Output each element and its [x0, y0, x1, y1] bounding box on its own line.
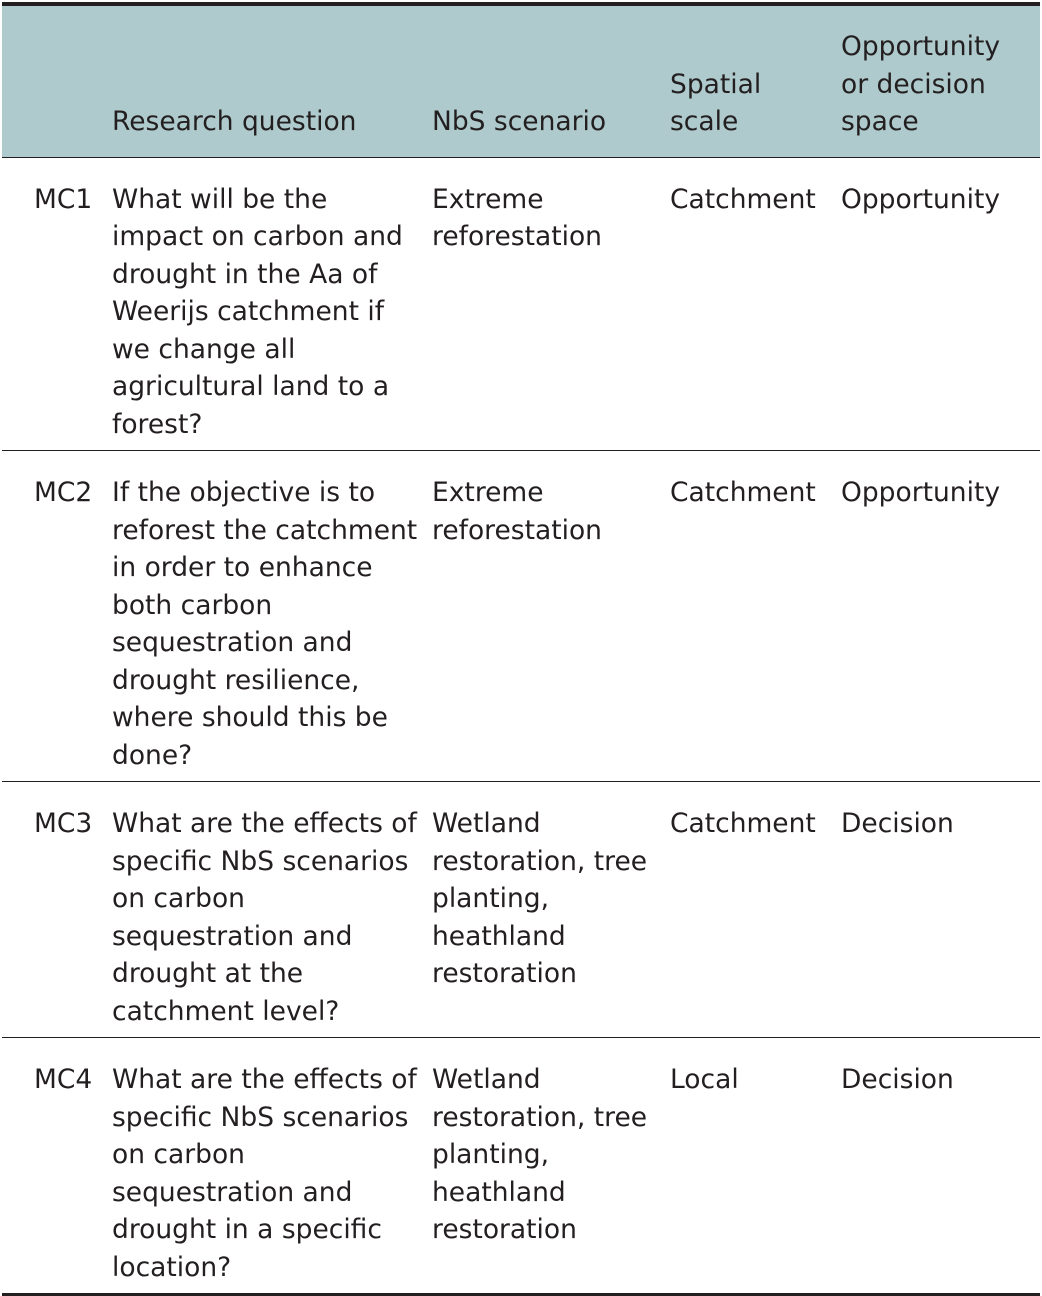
nbs-scenario-cell: Extreme reforestation — [432, 451, 670, 782]
nbs-scenario-cell: Wetland restoration, tree planting, heathland restoration — [432, 1038, 670, 1295]
research-question-cell: What are the effects of specific NbS scenarios on carbon sequestration and drought in a specific location? — [112, 1038, 432, 1295]
research-question-cell: What will be the impact on carbon and drought in the Aa of Weerijs catchment if we change all agricultural land to a forest? — [112, 157, 432, 451]
row-id: MC4 — [2, 1038, 112, 1295]
table-row — [2, 157, 1040, 451]
opportunity-cell: Opportunity — [841, 451, 1040, 782]
header-nbs-scenario: NbS scenario — [432, 4, 670, 157]
research-question-cell: What are the effects of specific NbS scenarios on carbon sequestration and drought at the catchment level? — [112, 782, 432, 1038]
table-row — [2, 451, 1040, 782]
nbs-scenario-cell: Extreme reforestation — [432, 157, 670, 451]
table-header — [2, 4, 1040, 157]
spatial-scale-cell: Local — [670, 1038, 841, 1295]
opportunity-cell: Opportunity — [841, 157, 1040, 451]
header-opportunity: Opportunity or decision space — [841, 4, 1040, 157]
spatial-scale-cell: Catchment — [670, 782, 841, 1038]
table-row — [2, 782, 1040, 1038]
spatial-scale-cell: Catchment — [670, 451, 841, 782]
row-id: MC2 — [2, 451, 112, 782]
header-spatial-scale: Spatial scale — [670, 4, 841, 157]
table-container — [2, 2, 1040, 1296]
spatial-scale-cell: Catchment — [670, 157, 841, 451]
research-question-cell: If the objective is to reforest the catchment in order to enhance both carbon sequestration and drought resilience, where should this be done? — [112, 451, 432, 782]
row-id: MC3 — [2, 782, 112, 1038]
header-row — [2, 4, 1040, 157]
row-id: MC1 — [2, 157, 112, 451]
table-body — [2, 157, 1040, 1295]
table-row — [2, 1038, 1040, 1295]
header-id — [2, 4, 112, 157]
nbs-scenario-cell: Wetland restoration, tree planting, heathland restoration — [432, 782, 670, 1038]
scenario-table — [2, 2, 1040, 1296]
opportunity-cell: Decision — [841, 782, 1040, 1038]
opportunity-cell: Decision — [841, 1038, 1040, 1295]
header-research-question: Research question — [112, 4, 432, 157]
